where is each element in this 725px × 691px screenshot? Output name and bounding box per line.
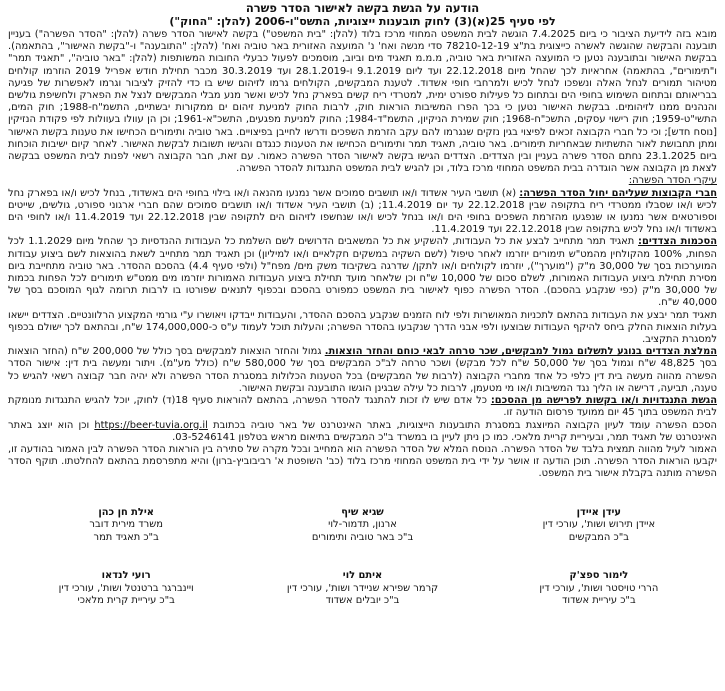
signatory-name: לימור ספצ'ק xyxy=(569,570,629,582)
signatory-name: שגיא שיף xyxy=(341,506,384,518)
signatory-firm: הררי טויסטר ושות', עורכי דין xyxy=(539,582,659,594)
notice-subtitle: לפי סעיף 25(א)(3) לחוק תובענות ייצוגיות, התשס"ו-2006 (להלן: "החוק") xyxy=(169,15,556,28)
signatory-name: אילת חן כהן xyxy=(98,506,154,518)
terms-heading-line xyxy=(8,175,717,187)
closing-paragraph: האמור לעיל מהווה תמצית בלבד של הסדר הפשרה. הנוסח המלא של הסדר הפשרה הוא המחייב ובכל מקרה של סתירה בין הוראות הסדר הפשרה לבין האמור בהודעה זו, יקבעו הוראות הסדר הפשרה. תוכן הודעה זו אושר על ידי בית המשפט המחוזי מרכז בלוד (כב' השופטת א' רביבוביץ-ברון) והיא מתפרסמת בהתאם להחלטתו. תוקף הסדר הפשרה מותנה בקבלת אישור בית המשפט. xyxy=(8,443,717,480)
signature xyxy=(8,570,244,608)
signatory-role: ב"כ באר טוביה ותימורים xyxy=(311,531,414,543)
fees-section xyxy=(8,346,717,395)
fees-label: המלצת הצדדים בנוגע לתשלום גמול למבקשים, שכר טרחה לבאי כוחם והחזר הוצאות. xyxy=(324,346,718,358)
signatory-name: איתם לוי xyxy=(342,570,383,582)
signatory-role: ב"כ עיריית אשדוד xyxy=(561,595,636,607)
remedy-label: הסכמות הצדדים: xyxy=(638,236,718,248)
signatory-role: ב"כ המבקשים xyxy=(568,531,629,543)
access-text-b: וכן הוא יוצג באתר האינטרנט של תאגיד תמר, ובעיריית קריית מלאכי. כמו כן ניתן לעיין בו במשרד ב"כ המבקשים בתיאום מראש בטלפון 03-5246141. xyxy=(8,419,717,443)
access-text-a: הסכם הפשרה עומד לעיון הקבוצה המיוצגת במסגרת התובענות הייצוגיות, באתר האינטרנט של באר טוביה בכתובת xyxy=(213,419,717,431)
signatory-firm: קרמר שפירא שניידר ושות', עורכי דין xyxy=(286,582,439,594)
terms-heading: עיקרי הסדר הפשרה: xyxy=(628,175,717,187)
signature xyxy=(481,570,717,608)
signatory-name: עידן איידן xyxy=(576,506,621,518)
group-definition xyxy=(8,188,717,237)
group-text: (א) תושבי העיר אשדוד ו/או תושבים סמוכים אשר נמנעו מהנאה ו/או בילוי בחופי הים באשדוד, בנחל לכיש ו/או בפארק נחל לכיש ו/או שסבלו ממטרדי ריח בתקופה שבין 22.12.2018 עד יום 11.4.2019; (ב) תושבי העיר אשדוד ו/או תושבים סמוכים שהם חברי ארגוני ספורט, גולשים, שייטים וספורטאים אשר נמנעו או שנפגעו מהזרמת השפכים בחופי הים ו/או בנחל לכיש ו/או שנחשפו לזיהום הים לתקופה שבין 22.12.2018 ועד 11.4.2019 ו/או לחופי הים באשדוד ו/או נחל לכיש בתקופה שבין 22.12.2018 ועד 11.4.2019. xyxy=(8,187,717,236)
signatory-firm: ויינברגר ברטנטל ושות', עורכי דין xyxy=(58,582,194,594)
signature-block xyxy=(8,507,717,608)
remedy-text: תאגיד תמר מתחייב לבצע את כל העבודות, להשקיע את כל המשאבים הדרושים לשם השלמת כל העבודות ההנדסיות כך שהחל מיום 1.1.2029 לכל הפחות, 100% מהקולחין מהמט"ש תימורים יוזרמו לאחר טיפול (לשם השקיה במשקים חקלאיים ו/או למיליון) וכן תאגיד תמר מתחייב לשאת בהוצאות לשם ביצוע עבודות המוערכות בסך של 30,000 מ"ק ("מוערך"), יוזרמו לקולחים ו/או לתקן/ שדרגה בשקיבוד משק מים/ מפח"ל (ולפי סעיף 4.4) בהסכם ההסדר. באר טוביה מתחייבת ביום מסירת תחילת ביצוע העבודות האמורות, לשלם סכום של 10,000 ש"ח וכן שלאחר מועד תחילת ביצוע העבודות האמורות יוזרמו מים ממט"ש תימורים לכל הפחות בכמות של 30,000 מ"ק (כפי שנקבע בהסכם). הסדר הפשרה כפוף לאישור בית המשפט כמפורט בהסכם ובכפוף לתנאים שפורטו בו לרבות תרומה לגוף המוסכם בסך של 40,000 ש"ח. xyxy=(8,236,718,309)
notice-title: הודעה על הגשת בקשה לאישור הסדר פשרה xyxy=(245,1,480,15)
signatory-firm: משרד מירית דובר xyxy=(89,519,163,531)
objection-section xyxy=(8,395,717,419)
signatory-role: ב"כ יובלים אשדוד xyxy=(325,595,400,607)
signature xyxy=(244,507,480,545)
signatory-firm: ארנון, תדמור-לוי xyxy=(328,519,397,531)
website-link[interactable]: https://beer-tuvia.org.il xyxy=(94,419,208,431)
intro-paragraph: מובא בזה לידיעת הציבור כי ביום 7.4.2025 הוגשה לבית המשפט המחוזי מרכז בלוד (להלן: "בית המשפט") בקשה לאישור הסדר פשרה (להלן: "הסדר הפשרה") בעניין תובענה והבקשה שהוגשה לאשרה כייצוגית בת"צ 78210-12-19 סדי מנשה ואח' נ' המועצה האזורית באר טוביה ואח' (להלן: "התובענה" ו-"בקשת האישור", בהתאמה). בבקשת האישור ובתובענה נטען כי המועצה האזורית באר טוביה, מ.מ.מ תאגיד מים וביוב, מוסמכים לפעול כבעלי החובות המשותפות (להלן: "באר טוביה", "תאגיד תמר" ו"תימורים", בהתאמה) אחראיות לכך שהחל מיום 22.12.2018 ועד ליום 9.1.2019 ו-28.1.2019 ועד 30.3.2019 מכבר תחילת חודש אפריל 2019 הוזרמו קולחים מטיהור תמורים לנחל האלה ונשפכו לנחל לכיש ולמרחבי חופי אשדוד. לטענת המבקשים, הקולחים גרמו לזיהום שיש בו כדי להזיק לציבור וגרמו לאפשרות של פגיעה בבריאותם ובתחום השימוש בחופי הים ובתחום כל פעילות ספורט ימית, למטרדי ריח קשים בפארק נחל לכיש ואשר מנע מבלי המבקשים לנצל את הפארק ולחשיפת גולשים והנהנים ממנו לזיהומים. בבקשת האישור נטען כי בכך הפרו המשיבות הוראות חוק, לרבות החוק למניעת זיהום ים ממקורות יבשתיים, התשמ"ח-1988; חוק המים, התשי"ט-1959; חוק רישוי עסקים, התשכ"ח-1968; חוק שמירת הניקיון, התשמ"ד-1984; החוק למניעת מפגעים, התשכ"א-1961; וכן הן עוולו בעוולות לפי פקודת הנזיקין [נוסח חדש]; וכי כל חברי הקבוצה זכאים לפיצוי בגין נזקים שנגרמו להם עקב הזרמת השפכים ודרשו לחייבן בפיצויים. באר טוביה ותימורים הכחישו את טענות בקשת האישור ומתן תחבושת לאור התשתיות שבאחריות תימורים. באר טוביה, תאגיד תמר ותימורים הכחישו את הטענות כנגדם והגישו תשובות לבקשת האישור. לאחר קיום ישיבות הוכחות ביום 23.1.2025 נחתם הסדר פשרה בעניין ובין הצדדים. הצדדים הגישו בקשה לאישור הסדר הפשרה כאמור. עם זאת, חבר הקבוצה רשאי לפנות לבית המשפט בבקשה לצאת מן הקבוצה אשר הוגדרה בבית המשפט המחוזי מרכז בלוד, וכן להגיש לבית המשפט התנגדות להסדר הפשרה. xyxy=(8,29,718,175)
objection-label: הגשת התנגדויות ו/או בקשות לפרישה מן ההסכם: xyxy=(490,395,717,407)
signatory-role: ב"כ תאגיד תמר xyxy=(93,531,159,543)
access-section xyxy=(8,420,717,444)
remedy-section xyxy=(8,236,717,309)
signature xyxy=(8,507,244,545)
remedy-section-2: תאגיד תמר יבצע את העבודות בהתאם לתכניות המאושרות ולפי לוח הזמנים שנקבע בהסכם ההסדר, והעבודות ייבדקו ויאושרו ע"י גורמי המקצוע הרלוונטיים. הצדדים יישאו בעלות הוצאות החלק ביחס להיקף העבודות שבוצעו ולפי אבני הדרך שנקבעו בהסדר הפשרה; והעלות תוכל לעמוד ע"ס כ-174,000,000 ש"ח, ובהתאם לכך ישולם בכפוף למסגרת התקציב. xyxy=(8,309,717,346)
signatory-firm: איידן תירוש ושות', עורכי דין xyxy=(542,519,656,531)
fees-text: גמול והחזר הוצאות למבקשים בסך כולל של 200,000 ש"ח (החזר הוצאות בסך 48,825 ש"ח וגמול בסך של 50,000 ש"ח לכל מבקש) ושכר טרחה לב"כ המבקשים בסך של 580,000 ש"ח (כולל מע"מ). ויתור ומעשה בית דין: אישור הסדר הפשרה מהווה מעשה בית דין כלפי כל אחד מחברי הקבוצה (לרבות של המבקשים) בכל הטענות הכלולות במסגרת הסדר הפשרה ולא יהיה חבר קבוצה רשאי להגיש כל טענה, תביעה, דרישה או הליך נגד המשיבות ו/או מי מטעמן, לרבות כל עילה שבגינן הוגשו התובענה ובקשת האישור. xyxy=(8,346,717,394)
objection-text: כל אדם שיש לו זכות להתנגד להסדר הפשרה, בהתאם להוראות סעיף 18(ד) לחוק, יוכל להגיש התנגדות מנומקת לבית המשפט בתוך 45 יום ממועד פרסום הודעה זו. xyxy=(8,395,717,419)
signatory-name: רועי לנדאו xyxy=(101,570,151,582)
group-label: חברי הקבוצות שעליהם יחול הסדר הפשרה: xyxy=(519,187,718,199)
signature xyxy=(244,570,480,608)
signature xyxy=(481,507,717,545)
signatory-role: ב"כ עיריית קרית מלאכי xyxy=(77,595,175,607)
